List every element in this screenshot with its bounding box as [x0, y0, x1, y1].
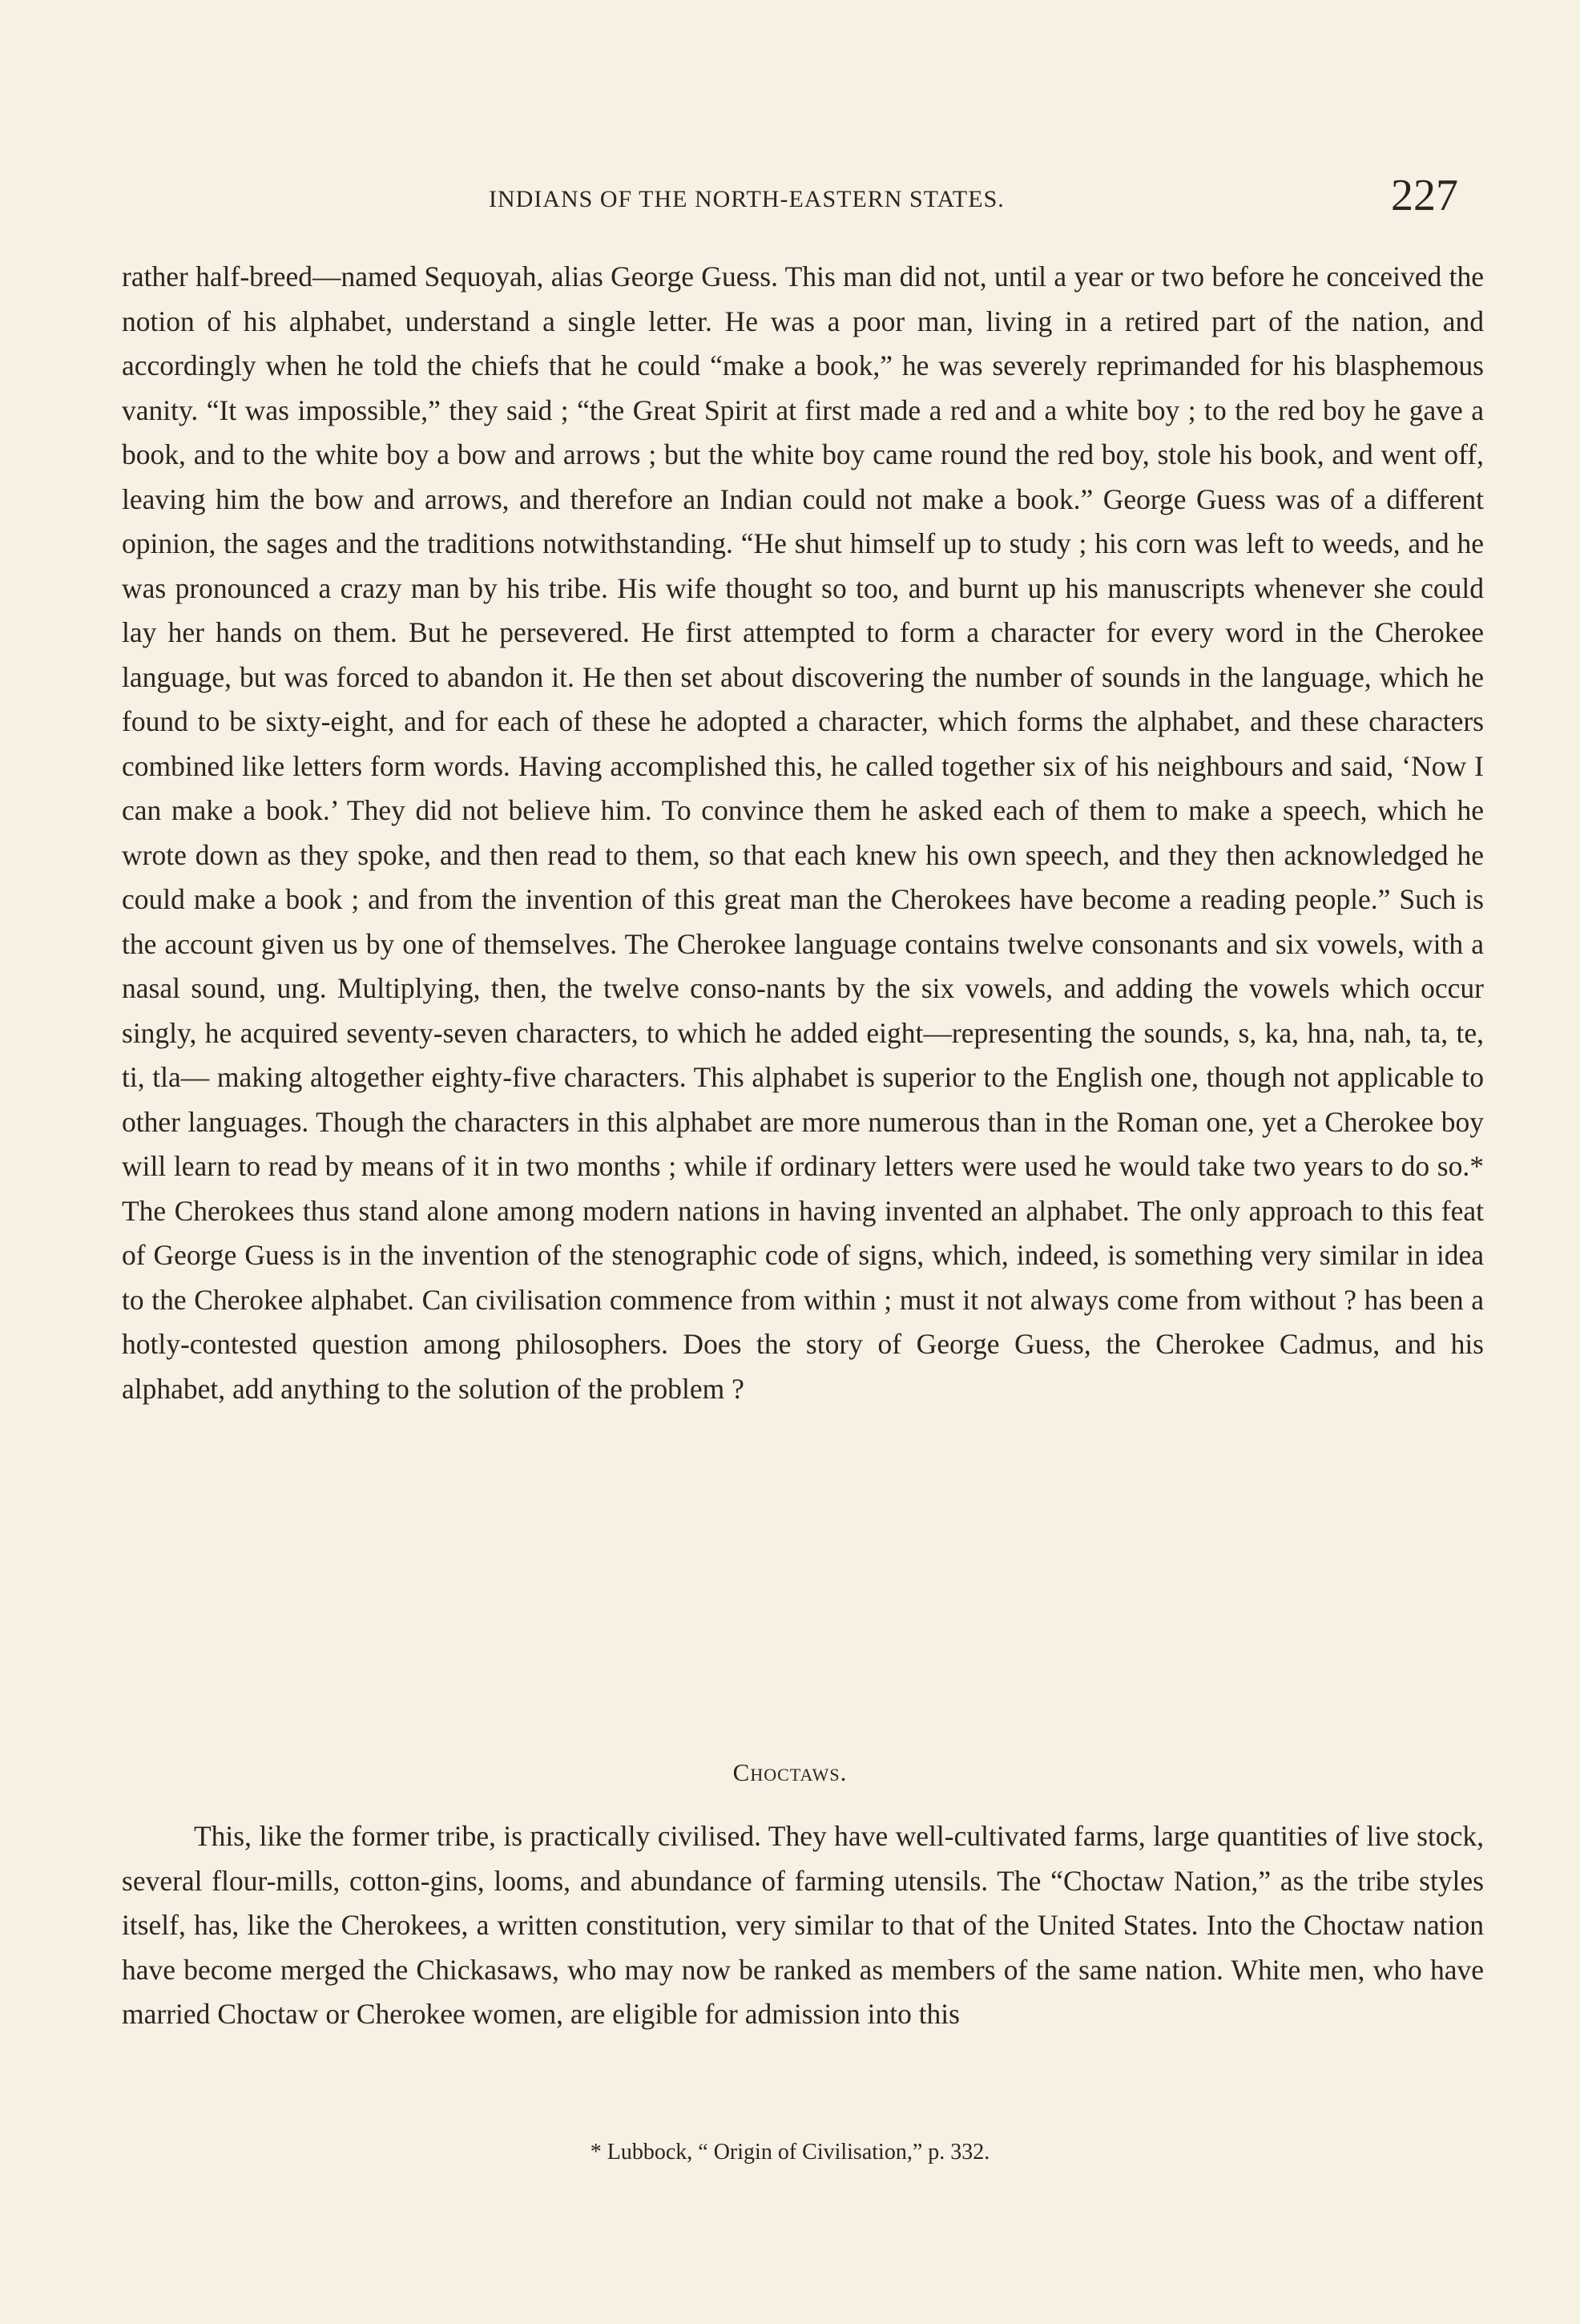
page-header: [120, 170, 1466, 226]
paragraph-1: rather half-breed—named Sequoyah, alias George Guess. This man did not, until a year or two before he conceived the notion of his alphabet, understand a single letter. He was a poor man, living in a retired part of the nation, and accordingly when he told the chiefs that he could “make a book,” he was severely reprimanded for his blasphemous vanity. “It was impossible,” they said ; “the Great Spirit at first made a red and a white boy ; to the red boy he gave a book, and to the white boy a bow and arrows ; but the white boy came round the red boy, stole his book, and went off, leaving him the bow and arrows, and therefore an Indian could not make a book.” George Guess was of a different opinion, the sages and the traditions notwithstanding. “He shut himself up to study ; his corn was left to weeds, and he was pronounced a crazy man by his tribe. His wife thought so too, and burnt up his manuscripts whenever she could lay her hands on them. But he persevered. He first attempted to form a character for every word in the Cherokee language, but was forced to abandon it. He then set about discovering the number of sounds in the language, which he found to be sixty-eight, and for each of these he adopted a character, which forms the alphabet, and these characters combined like letters form words. Having accomplished this, he called together six of his neighbours and said, ‘Now I can make a book.’ They did not believe him. To convince them he asked each of them to make a speech, which he wrote down as they spoke, and then read to them, so that each knew his own speech, and they then acknowledged he could make a book ; and from the invention of this great man the Cherokees have become a reading people.” Such is the account given us by one of themselves. The Cherokee language contains twelve consonants and six vowels, with a nasal sound, ung. Multiplying, then, the twelve conso-nants by the six vowels, and adding the vowels which occur singly, he acquired seventy-seven characters, to which he added eight—representing the sounds, s, ka, hna, nah, ta, te, ti, tla— making altogether eighty-five characters. This alphabet is superior to the English one, though not applicable to other languages. Though the characters in this alphabet are more numerous than in the Roman one, yet a Cherokee boy will learn to read by means of it in two months ; while if ordinary letters were used he would take two years to do so.* The Cherokees thus stand alone among modern nations in having invented an alphabet. The only approach to this feat of George Guess is in the invention of the stenographic code of signs, which, indeed, is something very similar in idea to the Cherokee alphabet. Can civilisation commence from within ; must it not always come from without ? has been a hotly-contested question among philosophers. Does the story of George Guess, the Cherokee Cadmus, and his alphabet, add anything to the solution of the problem ?: [122, 260, 1484, 1405]
running-head: INDIANS OF THE NORTH-EASTERN STATES.: [489, 186, 1005, 212]
footnote: * Lubbock, “ Origin of Civilisation,” p. 332.: [590, 2140, 990, 2165]
paragraph-2: This, like the former tribe, is practically civilised. They have well-cultivated farms, large quantities of live stock, several flour-mills, cotton-gins, looms, and abundance of farming utensils. The “Choctaw Nation,” as the tribe styles itself, has, like the Cherokees, a written constitution, very similar to that of the United States. Into the Choctaw nation have become merged the Chickasaws, who may now be ranked as members of the same nation. White men, who have married Choctaw or Cherokee women, are eligible for admission into this: [122, 1820, 1484, 2030]
page-number: 227: [1391, 171, 1458, 220]
section-heading: Choctaws.: [732, 1758, 848, 1786]
